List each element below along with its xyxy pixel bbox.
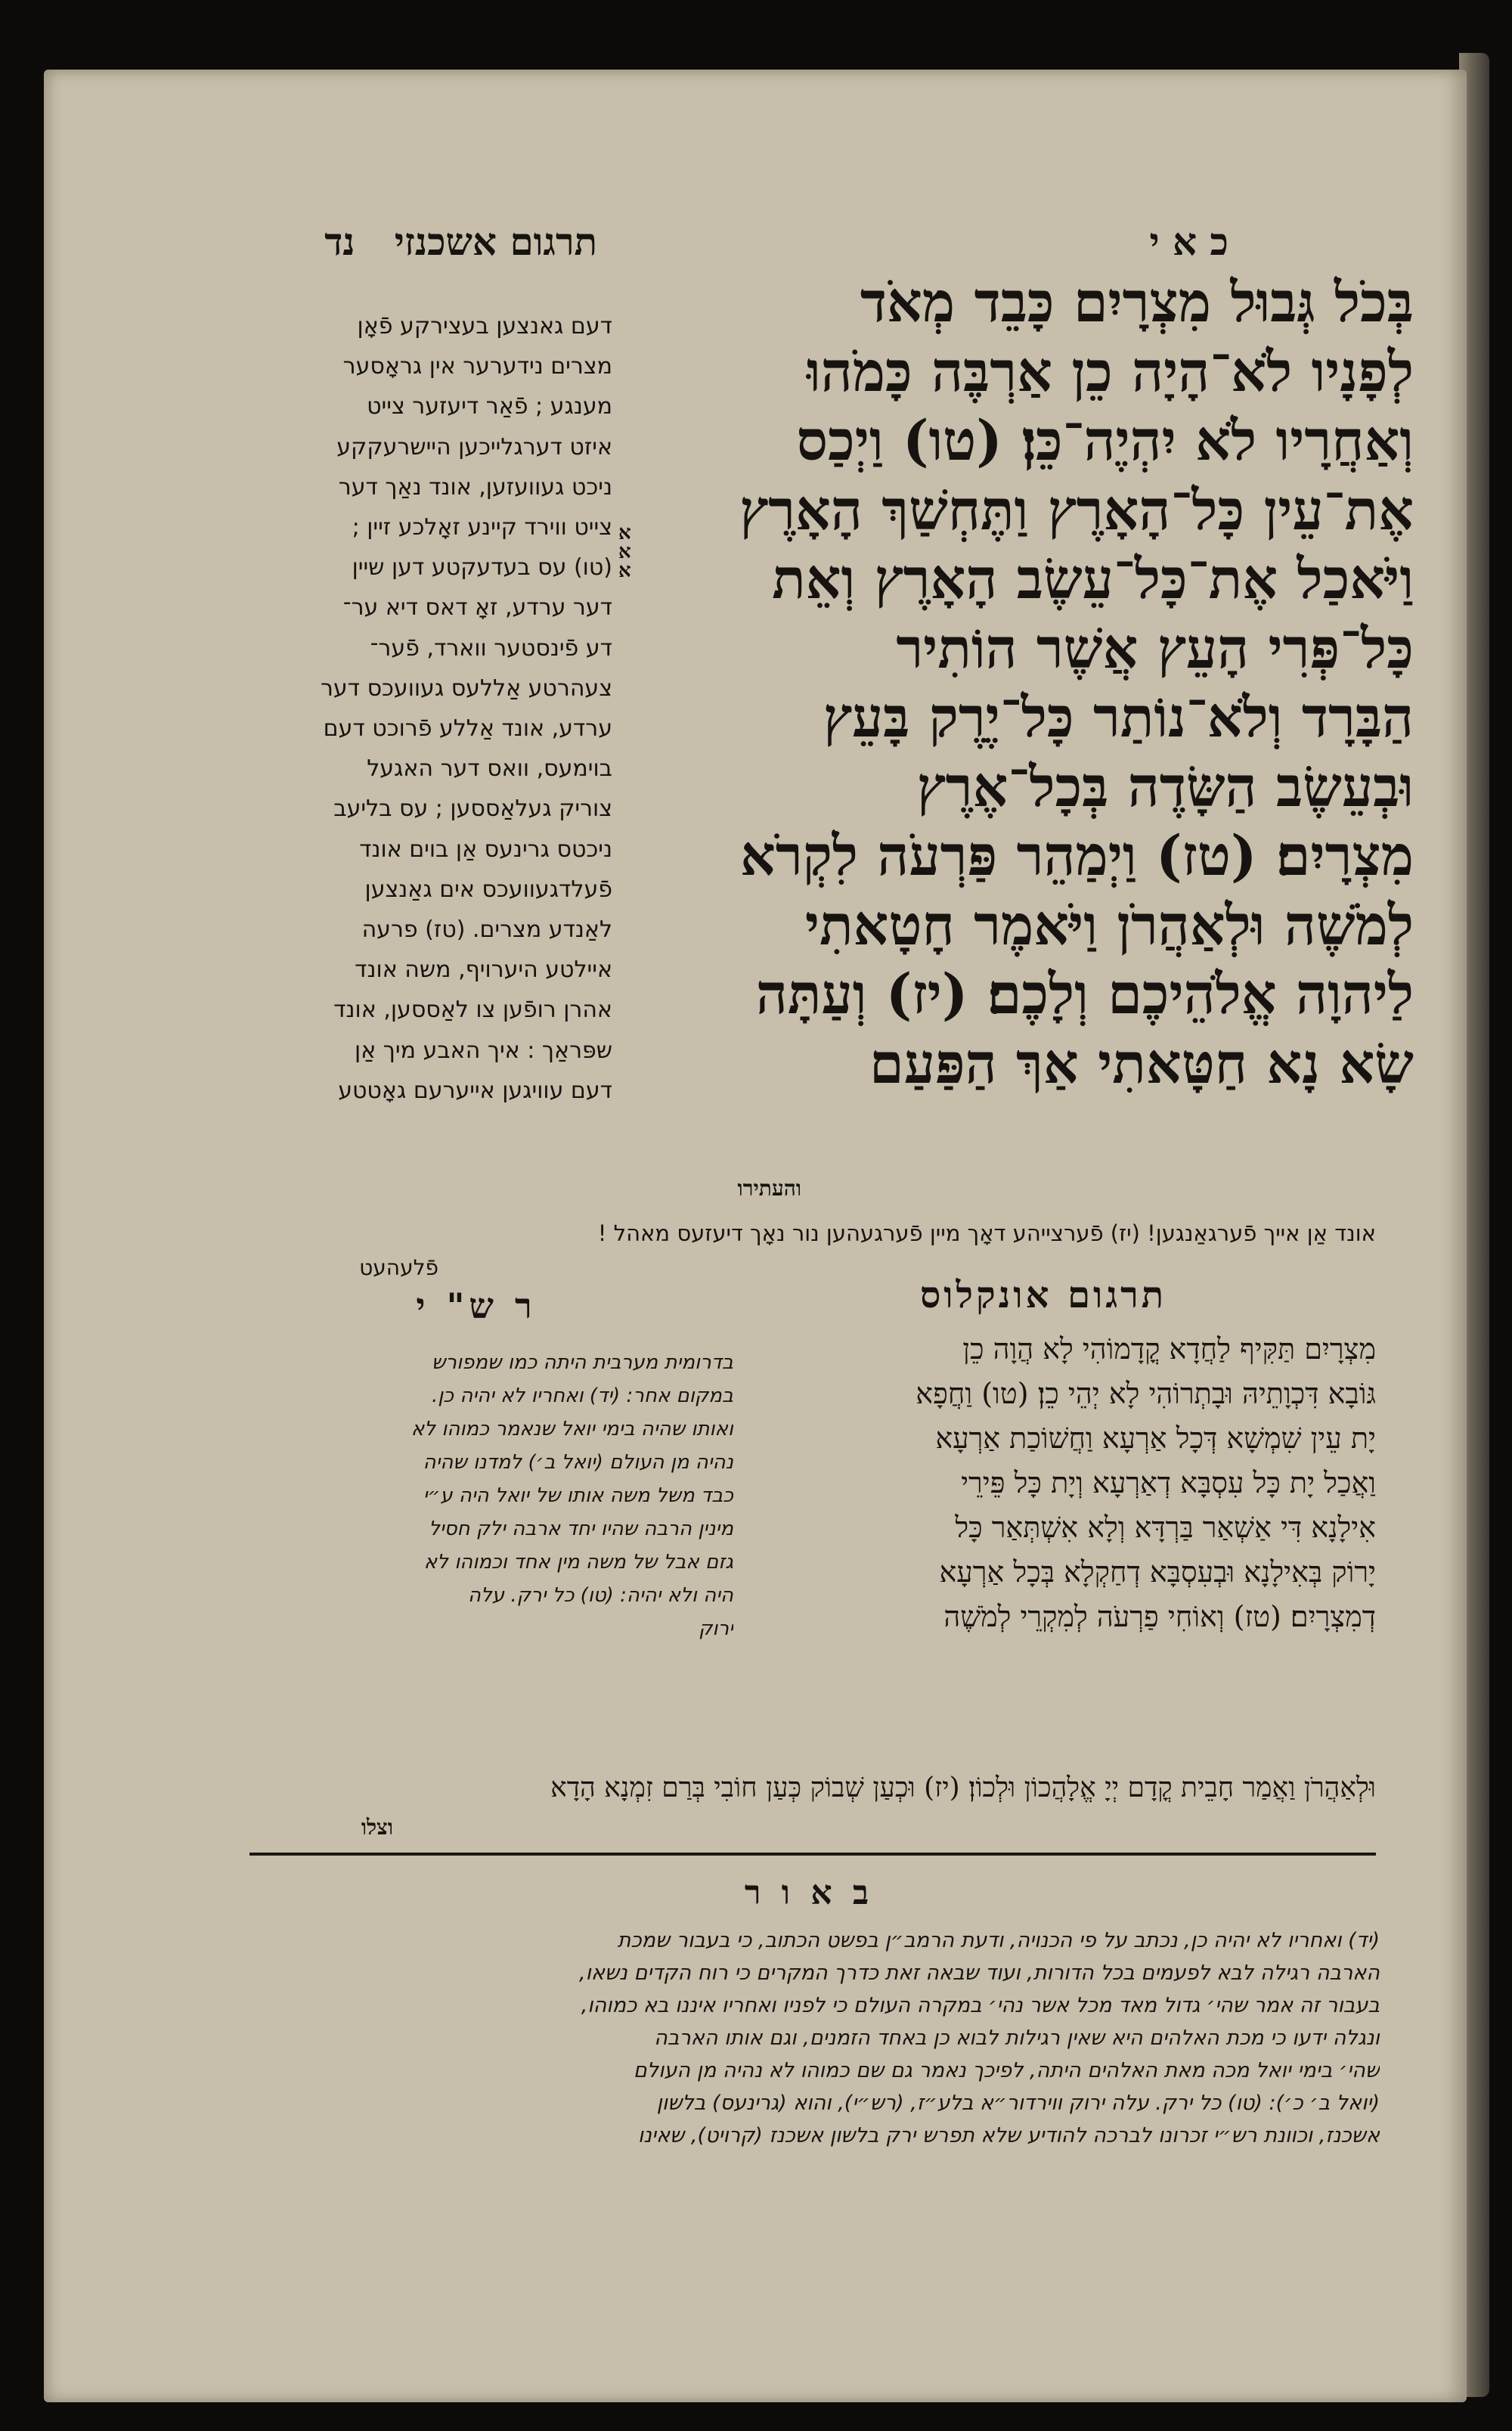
- biur-title: ב א ו ר: [744, 1874, 874, 1912]
- onkelos-line: דְמִצְרָיִם׃ (טז) וְאוֹחִי פַרְעֹה לְמִקְרֵי לְמֹשֶׁה: [943, 1600, 1376, 1633]
- yiddish-line: ערדע, אונד אַללע פֿרוכט דעם: [323, 715, 612, 743]
- yiddish-line: צייט ווירד קיינע זאָלכע זיין ;: [352, 514, 612, 541]
- onkelos-line: מִצְרָיִם תַּקִּיף לַחֲדָא קֳדָמוֹהִי לָא הֲוָה כֵן: [962, 1332, 1376, 1366]
- onkelos-full-line: [234, 1766, 1376, 1810]
- biur-line: ונגלה ידעו כי מכת האלהים היא שאין רגילות לבוא כן באחד הזמנים, וגם אותו הארבה: [654, 2026, 1380, 2050]
- onkelos-line: וַאֲכַל יָת כָּל עִסְבָּא דְאַרְעָא וְיָת כָּל פֵּירֵי: [961, 1466, 1376, 1499]
- main-line: לַיהוָה אֱלֹהֵיכֶם וְלָכֶם׃ (יז) וְעַתָּה: [755, 962, 1414, 1027]
- main-line: בְּכֹל גְּבוּל מִצְרָיִם כָּבֵד מְאֹד: [860, 270, 1414, 335]
- main-line: שָׂא נָא חַטָּאתִי אַךְ הַפַּעַם: [869, 1031, 1414, 1096]
- yiddish-line: דעם גאנצען בעצירקע פֿאָן: [357, 313, 612, 340]
- main-text-block: [658, 268, 1414, 1099]
- biur-line: שהי׳ בימי יואל מכה מאת האלהים היתה, לפיכך נאמר גם שם כמוהו לא נהיה מן העולם: [633, 2059, 1380, 2082]
- yiddish-translation: [234, 306, 612, 1111]
- main-line: לְפָנָיו לֹא־הָיָה כֵן אַרְבֶּה כָּמֹהוּ: [807, 339, 1414, 405]
- yiddish-line: צוריק געלאַססען ; עס בליעב: [333, 795, 612, 823]
- main-line: לְמֹשֶׁה וּלְאַהֲרֹן וַיֹּאמֶר חָטָאתִי: [804, 892, 1414, 958]
- main-line: וְאַחֲרָיו לֹא יִהְיֶה־כֵּן׃ (טו) וַיְכַס: [796, 408, 1414, 473]
- yiddish-line: איילטע היערויף, משה אונד: [355, 957, 612, 984]
- yiddish-line: דער ערדע, זאָ דאס דיא ער־: [342, 594, 612, 622]
- section-divider: [249, 1853, 1376, 1856]
- biur-line: אשכנז, וכוונת רש״י זכרונו לברכה להודיע שלא תפרש ירק בלשון אשכנז (קרויט), שאינו: [637, 2124, 1380, 2147]
- biur-line: בעבור זה אמר שהי׳ גדול מאד מכל אשר נהי׳ במקרה העולם כי לפניו ואחריו איננו בא כמוהו,: [581, 1994, 1380, 2017]
- rashi-text: [242, 1346, 733, 1645]
- yiddish-line: ניכטס גרינעס אַן בוים אונד: [359, 836, 612, 863]
- main-line: וַיֹּאכַל אֶת־כָּל־עֵשֶׂב הָאָרֶץ וְאֵת: [772, 547, 1414, 612]
- yiddish-continuation: אונד אַן אייך פֿערגאַנגען! (יז) פֿערצייהע דאָך מיין פֿערגעהען נור נאָך דיעזעס מאהל !: [597, 1220, 1376, 1246]
- rashi-line: ירוק: [698, 1617, 733, 1640]
- onkelos-text: [756, 1327, 1376, 1639]
- main-line: כָּל־פְּרִי הָעֵץ אֲשֶׁר הוֹתִיר: [896, 616, 1414, 681]
- yiddish-line: צעהרטע אַללעס געוועכס דער: [320, 674, 612, 702]
- yiddish-line: שפּראַך : איך האבע מיך אַן: [355, 1037, 612, 1064]
- main-line: אֶת־עֵין כָּל־הָאָרֶץ וַתֶּחְשַׁךְ הָאָרֶץ: [739, 477, 1414, 543]
- yiddish-line: אהרן רופֿען צו לאַססען, אונד: [333, 997, 612, 1024]
- yiddish-line: בוימעס, וואס דער האגעל: [367, 755, 612, 783]
- running-title: תרגום אשכנזי: [394, 219, 597, 264]
- rashi-line: ואותו שהיה בימי יואל שנאמר כמוהו לא: [411, 1418, 733, 1440]
- onkelos-line: גּוֹבָא דִּכְוָתֵיהּ וּבָתְרוֹהִי לָא יְהֵי כֵן׃ (טו) וַחֲפָא: [916, 1377, 1376, 1410]
- rashi-line: גזם אבל של משה מין אחד וכמוהו לא: [423, 1551, 733, 1574]
- biur-text: [234, 1924, 1380, 2152]
- rashi-line: מינין הרבה שהיו יחד ארבה ילק חסיל: [429, 1518, 733, 1540]
- yiddish-line: פֿעלדגעוועכס אים גאַנצען: [364, 876, 612, 903]
- onkelos-catchword: וצלו: [361, 1815, 393, 1840]
- yiddish-line: איזט דערגלייכען היישרעקקע: [336, 433, 612, 460]
- main-line: הַבָּרָד וְלֹא־נוֹתַר כָּל־יֶרֶק בָּעֵץ: [823, 685, 1414, 750]
- yiddish-catchword: פֿלעהעט: [359, 1255, 438, 1280]
- yiddish-line: מצרים נידערער אין גראָסער: [342, 353, 612, 380]
- onkelos-line: יָרוֹק בְּאִילָנָא וּבְעִסְבָּא דְחַקְלָא בְּכָל אַרְעָא: [939, 1555, 1376, 1589]
- onkelos-line: וּלְאַהֲרֹן וַאֲמַר חָבֵית קֳדָם יְיָ אֱלָהֲכוֹן וּלְכוֹן׃ (יז) וּכְעַן שְׁבוֹק כְּעַן חוֹבִי בְּרַם זִמְנָא הָדָא: [550, 1772, 1376, 1803]
- rashi-line: היה ולא יהיה: (טו) כל ירק. עלה: [468, 1584, 733, 1607]
- yiddish-line: (טו) עס בעדעקטע דען שיין: [352, 554, 612, 581]
- rashi-line: כבד משל משה אותו של יואל היה ע״י: [423, 1484, 733, 1507]
- running-head: [234, 219, 597, 264]
- rashi-line: נהיה מן העולם (יואל ב׳) למדנו שהיה: [423, 1451, 733, 1474]
- main-catchword: והעתירו: [737, 1176, 801, 1201]
- rashi-line: בדרומית מערבית היתה כמו שמפורש: [431, 1351, 733, 1374]
- chapter-header: כ א י: [1149, 219, 1228, 264]
- rashi-line: במקום אחר: (יד) ואחריו לא יהיה כן.: [431, 1384, 733, 1407]
- yiddish-line: לאַנדע מצרים. (טז) פרעה: [361, 916, 612, 944]
- side-mark: א: [618, 541, 631, 563]
- main-line: מִצְרָיִם׃ (טז) וַיְמַהֵר פַּרְעֹה לִקְרֹא: [739, 823, 1414, 888]
- biur-line: (יואל ב׳ כ׳): (טו) כל ירק. עלה ירוק ווירדור״א בלע״ז, (רש״י), והוא (גרינעס) בלשון: [656, 2091, 1380, 2115]
- yiddish-line: דעם עוויגען אייערעם גאָטטע: [338, 1077, 612, 1104]
- biur-line: (יד) ואחריו לא יהיה כן, נכתב על פי הכנויה, ודעת הרמב״ן בפשט הכתוב, כי בעבור שמכת: [617, 1929, 1380, 1952]
- biur-line: הארבה רגילה לבא לפעמים בכל הדורות, ועוד שבאה זאת כדרך המקרים כי רוח הקדים נשאו,: [579, 1961, 1380, 1985]
- rashi-title: ר ש" י: [416, 1285, 537, 1326]
- onkelos-title: תרגום אונקלוס: [919, 1274, 1167, 1316]
- onkelos-line: אִילָנָא דִּי אַשְׁאַר בַּרְדָּא וְלָא אִשְׁתְּאַר כָּל: [955, 1511, 1376, 1544]
- side-mark: א: [618, 560, 631, 582]
- yiddish-line: ניכט געוועזען, אונד נאַך דער: [338, 473, 612, 501]
- yiddish-line: דע פֿינסטער ווארד, פֿער־: [370, 634, 612, 662]
- onkelos-line: יָת עֵין שִׁמְשָׁא דְּכָל אַרְעָא וַחֲשׁוֹכַת אַרְעָא: [935, 1422, 1376, 1455]
- side-mark: א: [618, 522, 631, 544]
- main-line: וּבְעֵשֶׂב הַשָּׂדֶה בְּכָל־אֶרֶץ: [916, 754, 1414, 820]
- yiddish-line: מענגע ; פֿאַר דיעזער צייט: [367, 393, 612, 420]
- folio-number: נד: [324, 219, 355, 264]
